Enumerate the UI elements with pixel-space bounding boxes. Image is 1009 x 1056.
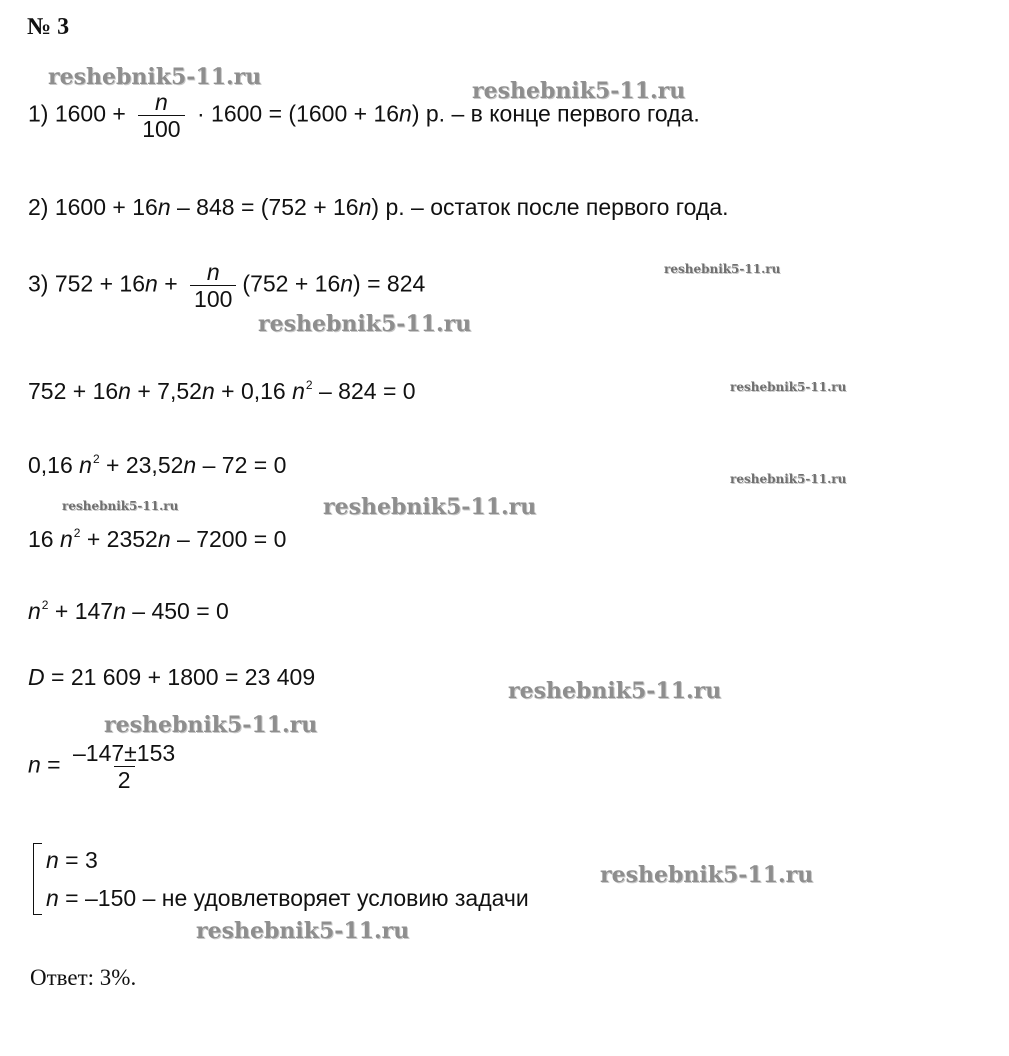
watermark: reshebnik5-11.ru (48, 64, 262, 90)
watermark: reshebnik5-11.ru (258, 311, 472, 337)
watermark: reshebnik5-11.ru (323, 494, 537, 520)
watermark: reshebnik5-11.ru (472, 78, 686, 104)
watermark: reshebnik5-11.ru (600, 862, 814, 888)
watermark: reshebnik5-11.ru (104, 712, 318, 738)
step-2: 2) 1600 + 16n – 848 = (752 + 16n) р. – остаток после первого года. (28, 194, 729, 220)
fraction: $\frac{n}{100}$ (138, 89, 184, 142)
fraction: $\frac{n}{100}$ (190, 259, 236, 312)
watermark: reshebnik5-11.ru (730, 380, 847, 394)
fraction: $\frac{-147\pm 153}{2}$ (73, 740, 176, 793)
watermark: reshebnik5-11.ru (196, 918, 410, 944)
cases-bracket (33, 843, 42, 915)
equation-2: 0,16 $n^2 + 23,52n - 72 = 0$ (28, 452, 287, 478)
problem-number: № 3 (27, 14, 70, 40)
equation-4: $n^2 + 147n - 450 = 0$ (28, 598, 229, 624)
equation-3: 16 $n^2 + 2352n - 7200 = 0$ (28, 526, 287, 552)
step-3: 3) 752 + 16n + $\frac{n}{100}$ (752 + 16n) = 824 (28, 259, 426, 312)
watermark: reshebnik5-11.ru (62, 499, 179, 513)
watermark: reshebnik5-11.ru (508, 678, 722, 704)
answer: Ответ: 3%. (30, 965, 137, 990)
discriminant: D = 21 609 + 1800 = 23 409 (28, 664, 316, 690)
case-1: n = 3 (46, 847, 98, 873)
equation-1: 752 + 16n + 7,52n + 0,16 $n^2 - 824 = 0$ (28, 378, 416, 404)
watermark: reshebnik5-11.ru (664, 262, 781, 276)
root-formula: n = $\frac{-147\pm 153}{2}$ (28, 740, 185, 793)
case-2: n = –150 – не удовлетворяет условию задачи (46, 885, 529, 911)
step-1: 1) 1600 + $\frac{n}{100}$ · 1600 = (1600 + 16n) р. – в конце первого года. (28, 89, 700, 142)
watermark: reshebnik5-11.ru (730, 472, 847, 486)
